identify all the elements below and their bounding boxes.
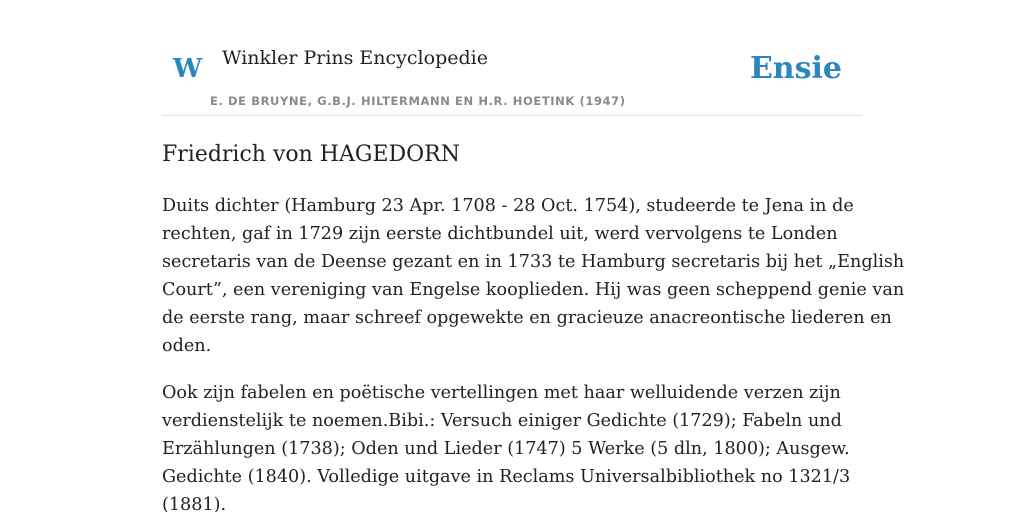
paragraph-2 (162, 379, 862, 512)
text-line: Ook zijn fabelen en poëtische vertellingen met haar welluidende verzen zijn (162, 383, 841, 403)
text-line: Gedichte (1840). Volledige uitgave in Reclams Universalbibliothek no 1321/3 (162, 467, 851, 487)
ensie-logo[interactable]: Ensie (749, 51, 842, 86)
book-logo-icon[interactable]: W (173, 54, 203, 84)
book-title[interactable]: Winkler Prins Encyclopedie (222, 47, 488, 69)
header (162, 40, 862, 116)
text-line: verdienstelijk te noemen.Bibi.: Versuch einiger Gedichte (1729); Fabeln und (162, 411, 842, 431)
text-line: rechten, gaf in 1729 zijn eerste dichtbundel uit, werd vervolgens te Londen (162, 224, 838, 244)
paragraph-1 (162, 192, 905, 360)
entry-title: Friedrich von HAGEDORN (162, 142, 460, 167)
text-line: oden. (162, 336, 212, 356)
text-line: (1881). (162, 495, 227, 512)
book-authors: E. DE BRUYNE, G.B.J. HILTERMANN EN H.R. HOETINK (1947) (210, 94, 626, 108)
text-line: de eerste rang, maar schreef opgewekte en gracieuze anacreontische liederen en (162, 308, 892, 328)
entry-body (162, 192, 905, 512)
text-line: Court”, een vereniging van Engelse kooplieden. Hij was geen scheppend genie van (162, 280, 905, 300)
text-line: Erzählungen (1738); Oden und Lieder (1747) 5 Werke (5 dln, 1800); Ausgew. (162, 439, 850, 459)
text-line: Duits dichter (Hamburg 23 Apr. 1708 - 28 Oct. 1754), studeerde te Jena in de (162, 196, 854, 216)
text-line: secretaris van de Deense gezant en in 1733 te Hamburg secretaris bij het „English (162, 252, 905, 272)
